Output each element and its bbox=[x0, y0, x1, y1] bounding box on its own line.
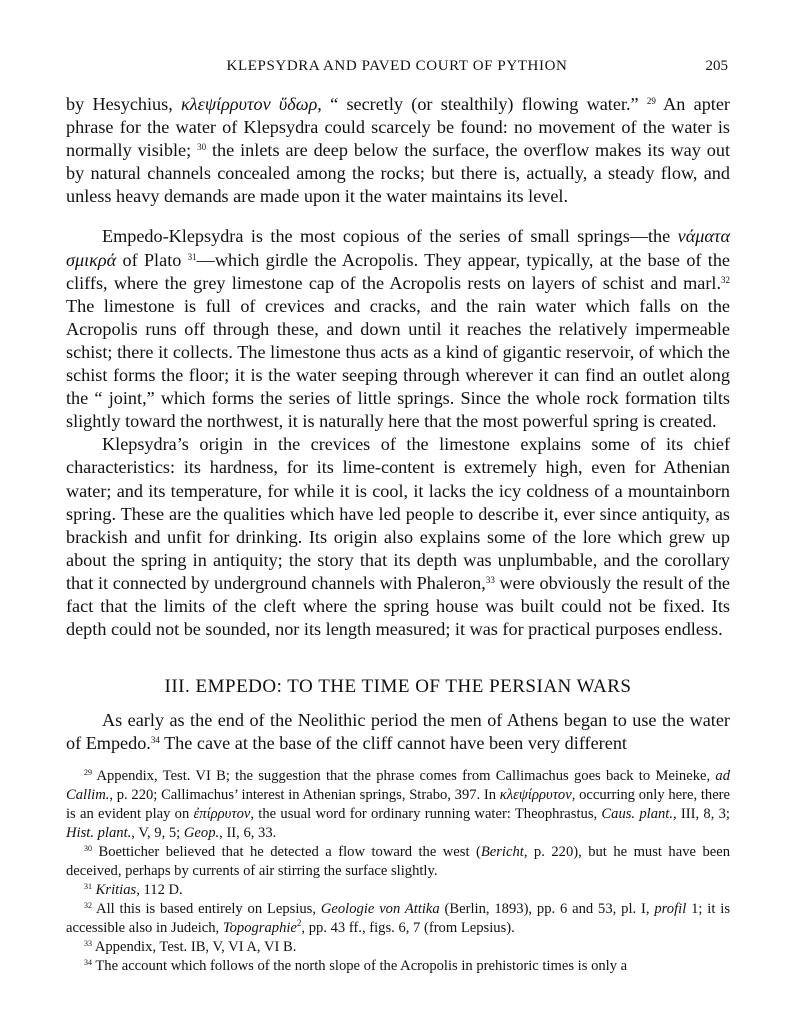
greek-phrase: νάματα σμικρά bbox=[66, 226, 730, 270]
text-run: , occurring only here, there is an evident play on bbox=[66, 787, 731, 822]
text-run: , p. 220), but he must have been deceived, perhaps by currents of air stirring the surface slightly. bbox=[66, 844, 730, 879]
footnote bbox=[66, 881, 730, 900]
footnote-ref: 33 bbox=[485, 574, 495, 585]
paragraph bbox=[66, 225, 730, 433]
text-run: —which girdle the Acropolis. They appear, typically, at the base of the cliffs, where the grey limestone cap of the Acropolis rests on layers of schist and marl. bbox=[66, 249, 730, 293]
paragraph bbox=[66, 93, 730, 208]
footnote-number: 33 bbox=[84, 939, 92, 948]
text-run: , 112 D. bbox=[136, 882, 183, 898]
italic-run: Kritias bbox=[95, 882, 137, 898]
text-run: , “ secretly (or stealthily) flowing water.” bbox=[317, 94, 647, 114]
text-run: Empedo-Klepsydra is the most copious of the series of small springs—the bbox=[102, 226, 678, 247]
text-run: All this is based entirely on Lepsius, bbox=[92, 901, 321, 917]
text-run: , II, 6, 33. bbox=[219, 825, 277, 841]
footnotes bbox=[66, 767, 730, 976]
text-run: Boetticher believed that he detected a flow toward the west ( bbox=[92, 844, 481, 860]
body-text bbox=[66, 93, 730, 641]
footnote-ref: 29 bbox=[646, 96, 656, 106]
text-run: The limestone is full of crevices and cracks, and the rain water which falls on the Acropolis runs off through these, and down until it reaches the relatively impermeable schist; there it collects. The limestone thus acts as a kind of gigantic reservoir, of which the schist forms the floor; it is the water seeping through wherever it can find an outlet along the “ joint,” which forms the series of little springs. Since the whole rock formation tilts slightly toward the northwest, it is naturally here that the most powerful spring is created. bbox=[66, 295, 730, 432]
text-run: (Berlin, 1893), pp. 6 and 53, pl. I, bbox=[439, 901, 655, 917]
greek-phrase: κλεψίρρυτον ὕδωρ bbox=[181, 94, 318, 114]
text-run: , V, 9, 5; bbox=[131, 825, 184, 841]
section-heading: III. EMPEDO: TO THE TIME OF THE PERSIAN WARS bbox=[164, 676, 632, 697]
text-run: , p. 220; Callimachus’ interest in Athenian springs, Strabo, 397. In bbox=[109, 787, 500, 803]
paragraph bbox=[66, 709, 730, 755]
text-run: by Hesychius, bbox=[66, 94, 182, 114]
section-body bbox=[66, 709, 730, 755]
italic-run: Geop. bbox=[183, 825, 220, 841]
text-run: As early as the end of the Neolithic period the men of Athens began to use the water of Empedo. bbox=[66, 710, 730, 754]
italic-run: profil bbox=[654, 901, 687, 917]
footnote bbox=[66, 957, 730, 976]
footnote-ref: 32 bbox=[721, 274, 730, 285]
footnote-number: 29 bbox=[84, 768, 92, 777]
superscript: 2 bbox=[296, 918, 302, 928]
italic-run: Caus. plant. bbox=[601, 806, 673, 822]
footnote-number: 30 bbox=[84, 844, 92, 853]
footnote-number: 32 bbox=[84, 901, 92, 910]
text-run: , the usual word for ordinary running water: Theophrastus, bbox=[250, 806, 602, 822]
greek-word: ἐπίρρυτον bbox=[193, 806, 251, 822]
running-title: KLEPSYDRA AND PAVED COURT OF PYTHION bbox=[226, 58, 568, 74]
italic-run: Geologie von Attika bbox=[320, 901, 440, 917]
page-number: 205 bbox=[705, 58, 728, 74]
footnote bbox=[66, 900, 730, 938]
text-run: Appendix, Test. IB, V, VI A, VI B. bbox=[92, 939, 297, 955]
footnote bbox=[66, 843, 730, 881]
text-run: were obviously the result of the fact that the limits of the cleft where the spring house was built could not be fixed. Its depth could not be sounded, nor its length measured; it was for practical purposes endless. bbox=[66, 572, 730, 640]
footnote bbox=[66, 938, 730, 957]
italic-run: Bericht bbox=[480, 844, 524, 860]
page-header bbox=[66, 58, 728, 78]
footnote-ref: 30 bbox=[197, 142, 207, 153]
text-run: An apter phrase for the water of Klepsydra could scarcely be found: no movement of the water is normally visible; bbox=[66, 94, 730, 161]
text-run: Appendix, Test. VI B; the suggestion that the phrase comes from Callimachus goes back to Meineke, bbox=[92, 768, 716, 784]
footnote-ref: 34 bbox=[150, 735, 160, 746]
text-run: , III, 8, 3; bbox=[673, 806, 730, 822]
footnote-number: 34 bbox=[84, 958, 92, 967]
text-run: , pp. 43 ff., figs. 6, 7 (from Lepsius). bbox=[301, 920, 515, 936]
footnote-number: 31 bbox=[84, 882, 92, 891]
text-run: 1; it is accessible also in Judeich, bbox=[66, 901, 730, 936]
text-run: The cave at the base of the cliff cannot have been very different bbox=[159, 733, 627, 754]
italic-run: Topographie bbox=[222, 920, 297, 936]
text-run: of Plato bbox=[116, 249, 188, 270]
greek-word: κλεψίρρυτον bbox=[499, 787, 572, 803]
paragraph bbox=[66, 433, 730, 641]
text-run: Klepsydra’s origin in the crevices of the limestone explains some of its chief characteristics: its hardness, for its lime-content is extremely high, even for Athenian water; and its temperature, for while it is cool, it lacks the icy coldness of a mountainborn spring. These are the qualities which have led people to describe it, ever since antiquity, as brackish and unfit for drinking. Its origin also explains some of the lore which grew up about the spring in antiquity; the story that its depth was unplumbable, and the corollary that it connected by underground channels with Phaleron, bbox=[66, 434, 730, 593]
footnote bbox=[66, 767, 730, 843]
text-run: the inlets are deep below the surface, the overflow makes its way out by natural channels concealed among the rocks; but there is, actually, a steady flow, and unless heavy demands are made upon it the water maintains its level. bbox=[66, 140, 730, 207]
italic-run: ad Callim. bbox=[66, 768, 730, 803]
footnote-ref: 31 bbox=[187, 251, 197, 262]
italic-run: Hist. plant. bbox=[66, 825, 132, 841]
text-run: The account which follows of the north slope of the Acropolis in prehistoric times is only a bbox=[92, 958, 628, 974]
